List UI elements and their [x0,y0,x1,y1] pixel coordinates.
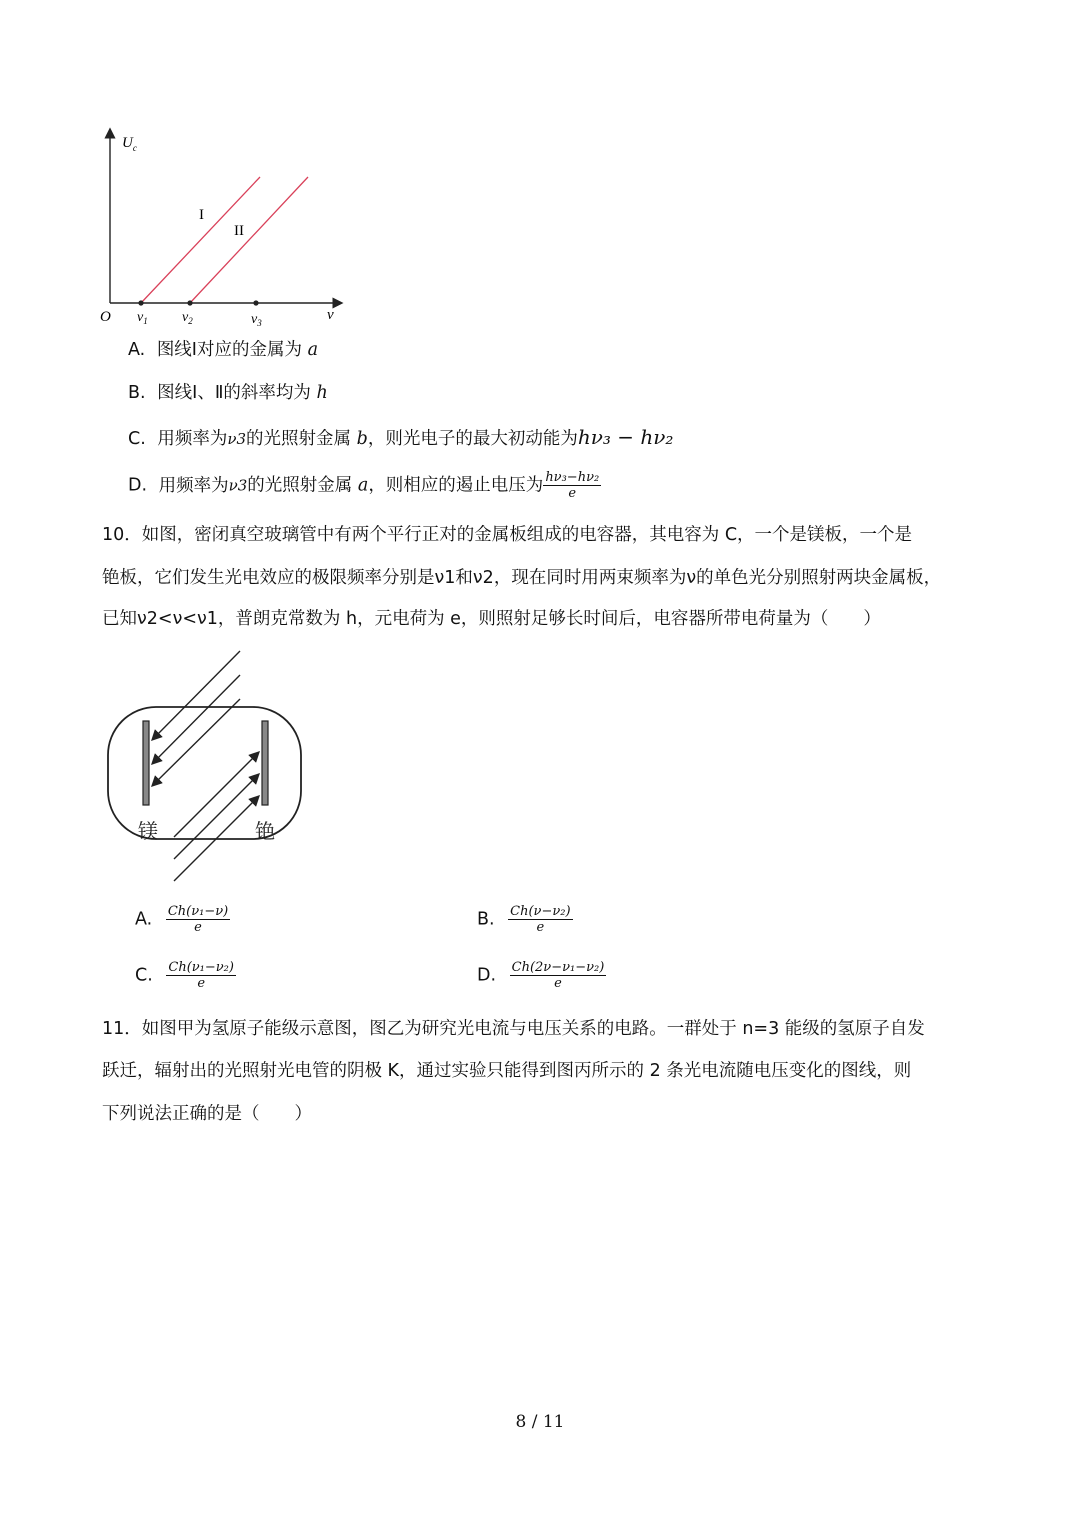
cesium-plate [262,721,268,805]
line-ii [190,177,308,303]
option-text: ，则相应的遏止电压为 [368,475,544,496]
cesium-label: 铯 [255,821,275,843]
option-fraction: $\frac{\text{hν₃−hν₂}}{e}$ [545,470,600,501]
option-letter: A. [135,909,153,930]
line-i [141,177,260,303]
tick-v1-dot [138,300,143,305]
option-text: 的光照射金属 [246,429,352,449]
q11-line-3: 下列说法正确的是（ ） [102,1104,312,1124]
option-letter: A. [128,340,146,360]
line-ii-label: II [234,223,244,239]
option-fraction: $\frac{\text{Ch(ν₁−ν₂)}}{e}$ [168,960,234,991]
option-freq: ν3 [227,430,247,448]
q10-line-2: 铯板，它们发生光电效应的极限频率分别是ν1和ν2，现在同时用两束频率为ν的单色光分别照射两块金属板， [102,568,942,588]
tick-label-v1: $\nu_1$ [137,310,148,326]
option-text: 用频率为 [157,429,228,449]
option-var: b [356,429,368,449]
option-text: 图线Ⅰ、Ⅱ的斜率均为 [157,383,311,403]
tick-v2-dot [187,300,192,305]
light-ray [153,651,240,739]
option-letter: B. [477,909,495,930]
option-var: a [307,340,318,360]
line-i-label: I [199,207,204,223]
magnesium-plate [143,721,149,805]
q10-option-d[interactable] [477,960,606,991]
option-text: 用频率为 [158,475,229,496]
q11-line-1: 11．如图甲为氢原子能级示意图，图乙为研究光电流与电压关系的电路。一群处于 n=3 能级的氢原子自发 [102,1019,925,1039]
x-axis-label: ν [327,307,334,323]
q9-option-a[interactable] [128,337,318,363]
option-fraction: $\frac{\text{Ch(ν−ν₂)}}{e}$ [510,904,571,935]
tick-label-v3: $\nu_3$ [251,312,262,328]
option-var: a [357,475,369,496]
q9-option-c[interactable] [128,424,673,452]
q10-option-b[interactable] [477,904,573,935]
option-fraction: $\frac{\text{Ch(ν₁−ν)}}{e}$ [167,904,229,935]
y-axis-label: $U_c$ [122,135,137,153]
option-fraction: $\frac{\text{Ch(2ν−ν₁−ν₂)}}{e}$ [511,960,605,991]
q10-line-3: 已知ν2<ν<ν1，普朗克常数为 h，元电荷为 e，则照射足够长时间后，电容器所带电荷量为（ ） [102,609,881,629]
light-ray [153,699,240,785]
option-letter: C. [128,429,146,449]
option-letter: C. [135,965,153,986]
magnesium-label: 镁 [138,821,158,843]
q10-option-a[interactable] [135,904,230,935]
option-letter: D. [477,965,497,986]
q11-line-2: 跃迁，辐射出的光照射光电管的阴极 K，通过实验只能得到图丙所示的 2 条光电流随电压变化的图线，则 [102,1061,912,1081]
page-number: 8 / 11 [515,1412,565,1432]
vacuum-tube [108,707,301,839]
origin-label: O [100,309,111,325]
q10-line-1: 10．如图，密闭真空玻璃管中有两个平行正对的金属板组成的电容器，其电容为 C，一个是镁板，一个是 [102,525,913,545]
option-var: h [316,383,328,403]
option-text: 的光照射金属 [247,475,353,496]
option-text: ，则光电子的最大初动能为 [367,429,578,449]
q10-option-c[interactable] [135,960,236,991]
q9-option-d[interactable] [128,470,601,501]
capacitor-tube-figure [100,645,320,885]
tick-v3-dot [253,300,258,305]
light-ray [174,775,258,859]
option-letter: D. [128,475,148,496]
option-expr: hν₃ − hν₂ [577,425,674,449]
light-ray [153,675,240,763]
light-ray [174,753,258,837]
tick-label-v2: $\nu_2$ [182,310,193,326]
option-freq: ν3 [228,476,248,495]
q9-option-b[interactable] [128,380,328,406]
option-letter: B. [128,383,146,403]
stopping-voltage-graph [95,125,355,330]
option-text: 图线Ⅰ对应的金属为 [156,340,302,360]
